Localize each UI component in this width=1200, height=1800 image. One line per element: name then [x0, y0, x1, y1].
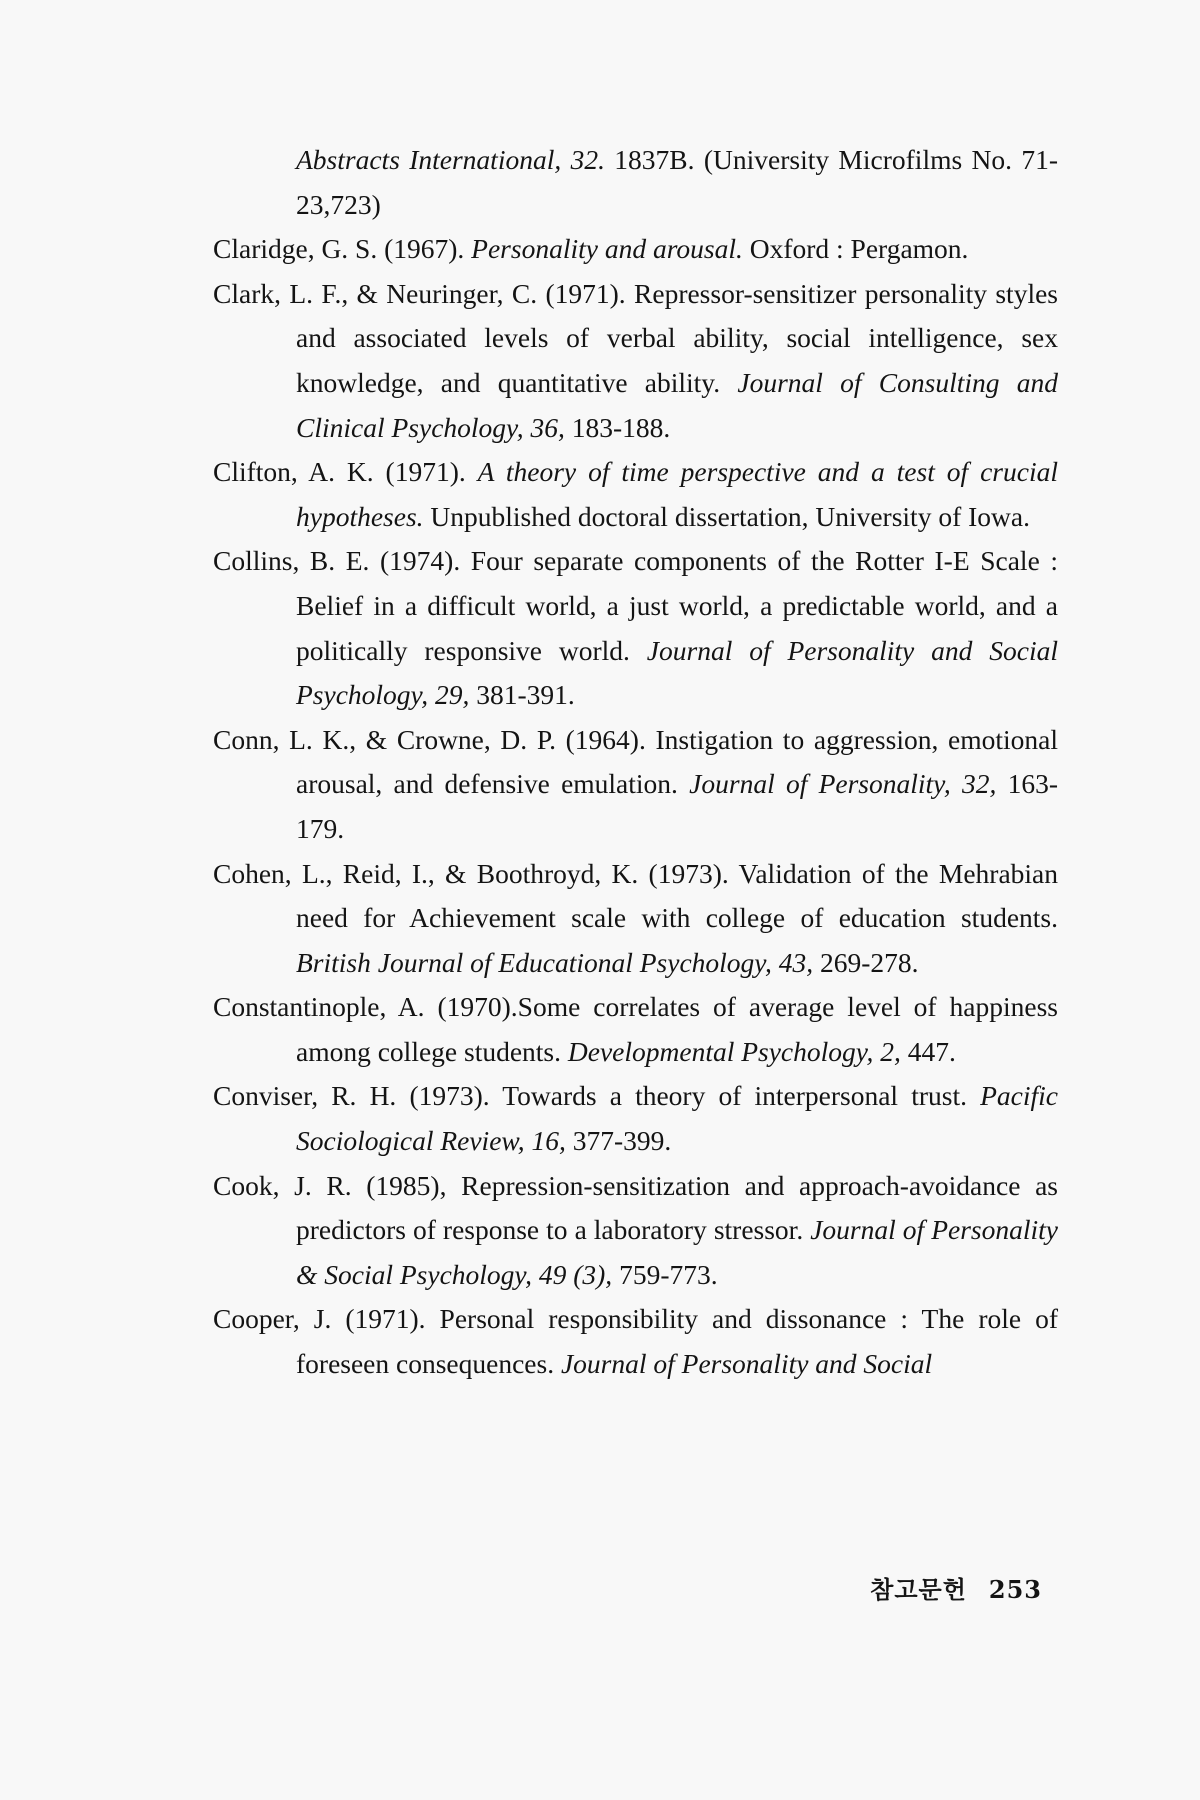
reference-tail: Unpublished doctoral dissertation, University of Iowa.	[423, 500, 1030, 532]
reference-source-title: Journal of Personality and Social Psychology, 29,	[296, 634, 1058, 711]
reference-text: Four separate components of the Rotter I-E Scale : Belief in a difficult world, a just world, a predictable world, and a politically responsive world.	[296, 545, 1059, 666]
reference-entry	[213, 272, 1058, 450]
reference-tail: 269-278.	[813, 946, 919, 978]
reference-text: Some correlates of average level of happiness among college students.	[296, 991, 1058, 1067]
reference-entry	[213, 450, 1058, 539]
reference-text: Repressor-sensitizer personality styles and associated levels of verbal ability, social intelligence, sex knowledge, and quantitative ability.	[296, 277, 1058, 398]
reference-source-title: Journal of Consulting and Clinical Psychology, 36,	[296, 366, 1058, 443]
reference-source-title: Journal of Personality & Social Psychology, 49 (3),	[296, 1214, 1058, 1290]
reference-entry	[213, 227, 1058, 272]
reference-tail: 381-391.	[469, 679, 575, 711]
reference-source-title: Developmental Psychology, 2,	[567, 1035, 901, 1067]
reference-tail: 163-179.	[296, 768, 1058, 844]
reference-source-title: Journal of Personality and Social	[560, 1348, 933, 1380]
reference-author: Conn, L. K., & Crowne, D. P. (1964).	[213, 723, 656, 755]
reference-author: Claridge, G. S. (1967).	[213, 233, 472, 265]
reference-author: Conviser, R. H. (1973).	[213, 1080, 503, 1112]
reference-tail: 1837B. (University Microfilms No. 71-23,723)	[296, 144, 1058, 220]
reference-tail: 377-399.	[565, 1125, 672, 1157]
reference-author: Cook, J. R. (1985),	[213, 1169, 462, 1201]
reference-author: Cooper, J. (1971).	[213, 1303, 440, 1335]
page-footer	[870, 1570, 1042, 1605]
reference-source-title: A theory of time perspective and a test of crucial hypotheses.	[296, 456, 1058, 532]
reference-author: Constantinople, A. (1970).	[213, 991, 518, 1023]
reference-tail: Oxford : Pergamon.	[742, 233, 969, 265]
reference-author: Cohen, L., Reid, I., & Boothroyd, K. (1973).	[213, 857, 739, 889]
reference-entry	[213, 985, 1058, 1074]
reference-source-title: British Journal of Educational Psychology, 43,	[296, 946, 814, 978]
reference-entry	[213, 138, 1058, 227]
reference-entry	[213, 539, 1058, 717]
reference-author: Clifton, A. K. (1971).	[213, 456, 478, 488]
reference-entry	[213, 1164, 1058, 1298]
reference-text: Validation of the Mehrabian need for Achievement scale with college of education students.	[296, 857, 1059, 934]
reference-entry	[213, 1297, 1058, 1386]
reference-entry	[213, 718, 1058, 852]
reference-entry	[213, 1074, 1058, 1163]
reference-entry	[213, 852, 1058, 986]
reference-text: Personal responsibility and dissonance : The role of foreseen consequences.	[296, 1303, 1058, 1380]
reference-text: Towards a theory of interpersonal trust.	[502, 1080, 981, 1112]
reference-tail: 759-773.	[612, 1258, 718, 1290]
reference-tail: 183-188.	[564, 411, 671, 443]
reference-source-title: Abstracts International, 32.	[296, 144, 605, 175]
reference-author: Clark, L. F., & Neuringer, C. (1971).	[213, 277, 635, 309]
page-number: 253	[988, 1575, 1042, 1604]
reference-tail: 447.	[900, 1035, 956, 1067]
reference-source-title: Journal of Personality, 32,	[689, 768, 997, 800]
reference-author: Collins, B. E. (1974).	[213, 545, 471, 577]
reference-text: Instigation to aggression, emotional arousal, and defensive emulation.	[296, 723, 1058, 800]
reference-text: Repression-sensitization and approach-avoidance as predictors of response to a laboratory stressor.	[296, 1169, 1058, 1246]
reference-source-title: Pacific Sociological Review, 16,	[296, 1080, 1058, 1157]
reference-source-title: Personality and arousal.	[471, 233, 743, 265]
section-label: 참고문헌	[870, 1575, 967, 1604]
reference-list	[213, 138, 1058, 1387]
